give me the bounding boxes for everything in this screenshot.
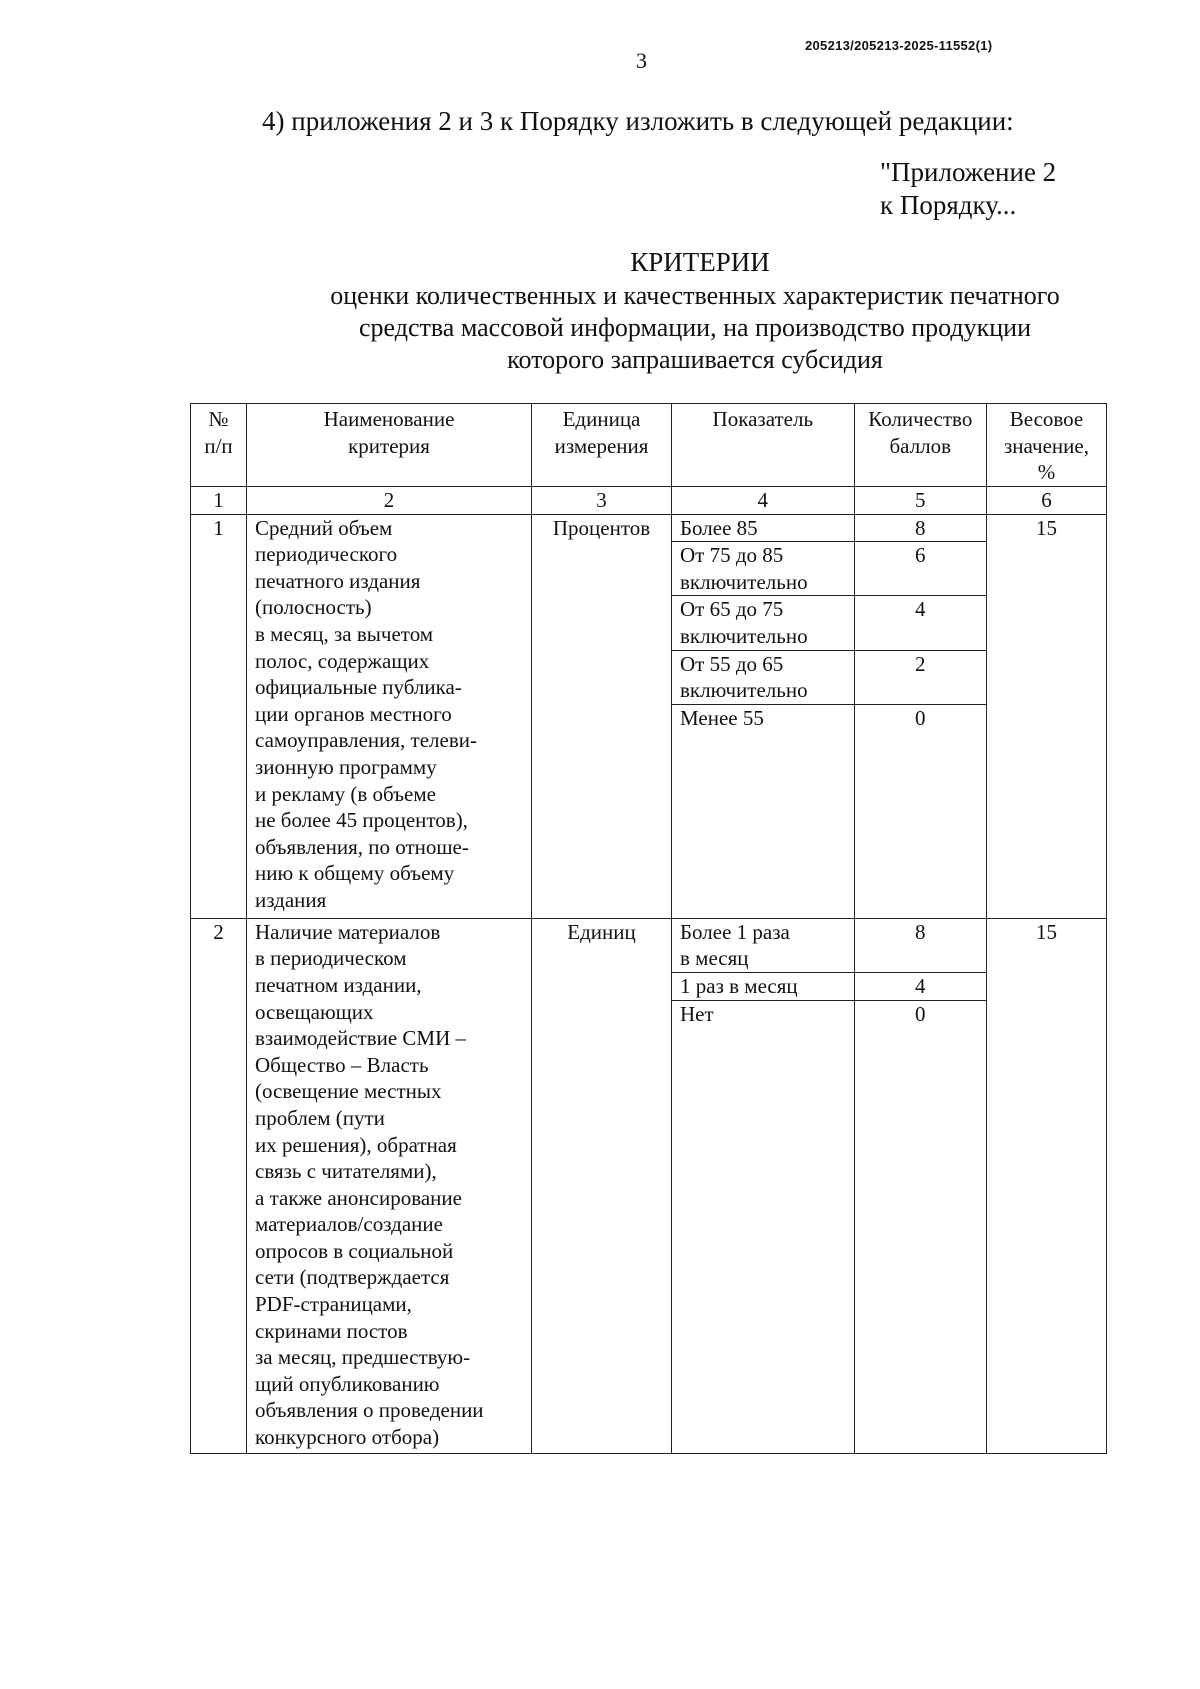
indicator-points: 2 <box>854 650 986 704</box>
criterion-weight: 15 <box>987 514 1107 918</box>
column-number: 4 <box>672 487 855 515</box>
header-unit: Единица измерения <box>532 404 672 487</box>
column-number-row <box>191 487 1107 515</box>
indicator-points: 0 <box>915 705 926 730</box>
indicator-block <box>672 918 987 1453</box>
indicator-row <box>672 515 986 542</box>
indicator-text: Более 1 раза в месяц <box>672 919 854 973</box>
header-num: № п/п <box>191 404 247 487</box>
table-row <box>191 918 1107 1453</box>
appendix-reference <box>880 156 1056 222</box>
indicator-text: От 65 до 75 включительно <box>672 596 854 650</box>
row-num: 1 <box>191 514 247 918</box>
criterion-unit: Единиц <box>532 918 672 1453</box>
indicator-row <box>672 704 986 918</box>
document-title: КРИТЕРИИ <box>630 247 770 277</box>
column-number: 3 <box>532 487 672 515</box>
indicator-text: От 75 до 85 включительно <box>672 542 854 596</box>
subtitle-line-3: которого запрашивается субсидия <box>507 345 883 374</box>
indicator-text: От 55 до 65 включительно <box>672 650 854 704</box>
criteria-table <box>190 403 1107 1454</box>
header-indicator: Показатель <box>672 404 855 487</box>
subtitle-line-2: средства массовой информации, на производство продукции <box>359 313 1031 342</box>
appendix-line-2: к Порядку... <box>880 190 1017 220</box>
indicator-text: 1 раз в месяц <box>672 972 854 1000</box>
indicator-row <box>672 542 986 596</box>
indicator-row <box>672 919 986 973</box>
document-subtitle <box>290 280 1100 376</box>
row-num: 2 <box>191 918 247 1453</box>
indicator-row <box>672 596 986 650</box>
indicator-points: 8 <box>854 515 986 542</box>
indicator-points: 8 <box>854 919 986 973</box>
indicator-points: 6 <box>854 542 986 596</box>
column-number: 2 <box>247 487 532 515</box>
column-number: 5 <box>854 487 986 515</box>
table-header-row <box>191 404 1107 487</box>
subtitle-line-1: оценки количественных и качественных характеристик печатного <box>330 281 1060 310</box>
page-number: 3 <box>636 48 647 73</box>
indicator-text: Более 85 <box>672 515 854 542</box>
header-name: Наименование критерия <box>247 404 532 487</box>
column-number: 1 <box>191 487 247 515</box>
document-id: 205213/205213-2025-11552(1) <box>805 38 993 53</box>
indicator-row <box>672 1000 986 1453</box>
header-weight: Весовое значение, % <box>987 404 1107 487</box>
indicator-row <box>672 972 986 1000</box>
indicator-row <box>672 650 986 704</box>
criterion-name: Наличие материалов в периодическом печатном издании, освещающих взаимодействие СМИ – Общество – Власть (освещение местных проблем (пути их решения), обратная связь с читателями), а также анонсирование материалов/создание опросов в социальной сети (подтверждается PDF-страницами, скринами постов за месяц, предшествую- щий опубликованию объявления о проведении конкурсного отбора) <box>247 918 532 1453</box>
header-points: Количество баллов <box>854 404 986 487</box>
appendix-line-1: "Приложение 2 <box>880 157 1057 187</box>
indicator-points: 4 <box>854 596 986 650</box>
criterion-weight: 15 <box>987 918 1107 1453</box>
intro-paragraph: 4) приложения 2 и 3 к Порядку изложить в следующей редакции: <box>262 106 1014 136</box>
indicator-text: Менее 55 <box>672 704 854 918</box>
criterion-name: Средний объем периодического печатного издания (полосность) в месяц, за вычетом полос, содержащих официальные публика- ции органов местного самоуправления, телеви- зионную программу и рекламу (в объеме не более 45 процентов), объявления, по отноше- нию к общему объему издания <box>247 514 532 918</box>
criterion-unit: Процентов <box>532 514 672 918</box>
indicator-text: Нет <box>672 1000 854 1453</box>
indicator-points: 4 <box>854 972 986 1000</box>
indicator-block <box>672 514 987 918</box>
table-row <box>191 514 1107 918</box>
indicator-points: 0 <box>915 1001 926 1026</box>
column-number: 6 <box>987 487 1107 515</box>
